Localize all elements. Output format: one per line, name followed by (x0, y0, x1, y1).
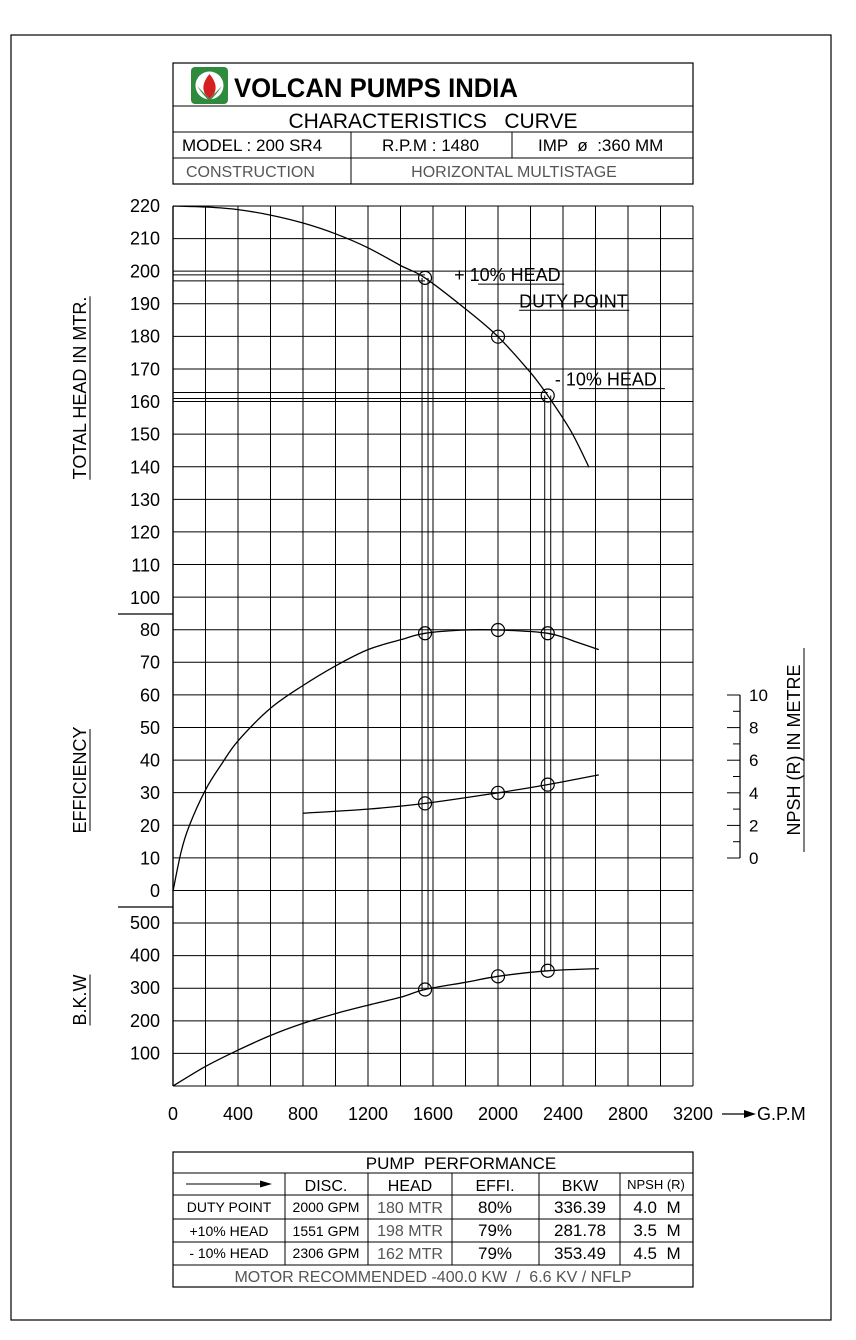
brand-name: VOLCAN PUMPS INDIA (234, 73, 518, 103)
y-tick-label-efficiency: 50 (139, 717, 160, 738)
construction-value: HORIZONTAL MULTISTAGE (411, 164, 617, 181)
y-tick-label-efficiency: 10 (139, 848, 160, 869)
y-tick-label-head: 120 (129, 522, 160, 543)
y-axis-title-bkw-text: B.K.W (70, 974, 90, 1026)
table-title: PUMP PERFORMANCE (365, 1154, 557, 1173)
row-duty-bkw: 336.39 (554, 1198, 606, 1217)
row-minus10-bkw: 353.49 (554, 1244, 606, 1263)
y-tick-label-efficiency: 0 (149, 881, 160, 901)
row-minus10-disc: 2306 GPM (292, 1245, 360, 1261)
col-header-effi: EFFI. (475, 1178, 515, 1195)
y-tick-label-head: 100 (129, 588, 160, 608)
impeller-diameter-label: IMP ø :360 MM (538, 136, 664, 155)
col-header-head: HEAD (387, 1178, 433, 1195)
y-axis-title-npsh-text: NPSH (R) IN METRE (784, 664, 804, 836)
x-tick-label: 2000 (477, 1104, 519, 1124)
y-axis-title-efficiency (70, 726, 90, 833)
chart-curves (173, 206, 599, 1086)
volcan-logo-icon (191, 67, 228, 104)
y-tick-label-efficiency: 40 (139, 750, 160, 771)
col-header-npsh: NPSH (R) (627, 1177, 685, 1192)
row-duty-label: DUTY POINT (186, 1199, 272, 1215)
x-tick-label: 1600 (412, 1104, 454, 1124)
y-tick-label-npsh: 6 (749, 751, 759, 771)
row-minus10-head: 162 MTR (377, 1246, 443, 1263)
bkw-curve (173, 969, 599, 1086)
head-annotation: - 10% HEAD (554, 369, 657, 390)
row-plus10-bkw: 281.78 (554, 1221, 606, 1240)
y-axis-title-head (70, 296, 90, 480)
y-axis-title-npsh (784, 648, 804, 852)
row-plus10-disc: 1551 GPM (292, 1223, 360, 1239)
y-tick-label-bkw: 300 (129, 978, 160, 999)
row-duty-npsh: 4.0 M (633, 1198, 681, 1217)
y-tick-label-npsh: 10 (749, 686, 768, 705)
chart-subtitle: CHARACTERISTICS CURVE (288, 110, 578, 133)
header-box (173, 63, 693, 184)
y-axis-title-efficiency-text: EFFICIENCY (70, 726, 90, 834)
y-tick-label-efficiency: 70 (139, 652, 160, 673)
row-plus10-head: 198 MTR (377, 1223, 443, 1240)
y-tick-label-npsh: 0 (749, 849, 759, 868)
model-label: MODEL : 200 SR4 (182, 136, 323, 155)
npsh-curve (303, 775, 599, 813)
row-plus10-label: +10% HEAD (189, 1223, 269, 1239)
y-axis-title-head-text: TOTAL HEAD IN MTR. (70, 296, 90, 480)
y-tick-label-npsh: 2 (749, 816, 759, 836)
row-duty-disc: 2000 GPM (292, 1199, 360, 1215)
x-tick-label: 2800 (607, 1104, 649, 1124)
x-tick-label: 1200 (347, 1104, 389, 1124)
y-tick-label-head: 220 (129, 196, 160, 216)
x-axis-label: G.P.M (757, 1104, 806, 1124)
y-tick-label-head: 160 (129, 392, 160, 412)
rpm-label: R.P.M : 1480 (382, 136, 480, 155)
motor-recommendation: MOTOR RECOMMENDED -400.0 KW / 6.6 KV / NFLP (234, 1269, 632, 1286)
y-tick-label-head: 190 (129, 294, 160, 314)
y-tick-label-head: 200 (129, 261, 160, 282)
x-tick-label: 2400 (542, 1104, 584, 1124)
chart-grid (173, 206, 693, 1086)
head-annotation: + 10% HEAD (454, 265, 561, 286)
y-tick-label-efficiency: 30 (139, 783, 160, 804)
construction-label: CONSTRUCTION (186, 164, 315, 181)
y-tick-label-head: 170 (129, 359, 160, 380)
head-annotation: DUTY POINT (519, 291, 628, 312)
x-tick-label: 3200 (672, 1104, 714, 1124)
row-minus10-npsh: 4.5 M (633, 1244, 681, 1263)
y-tick-label-bkw: 100 (129, 1043, 160, 1064)
arrow-icon (260, 1181, 272, 1188)
col-header-bkw: BKW (561, 1178, 599, 1195)
y-tick-label-bkw: 400 (129, 945, 160, 966)
y-tick-label-head: 180 (129, 326, 160, 347)
col-header-disc: DISC. (304, 1178, 348, 1195)
row-plus10-effi: 79% (477, 1221, 513, 1240)
y-tick-label-bkw: 200 (129, 1010, 160, 1031)
row-duty-effi: 80% (477, 1198, 513, 1217)
y-axis-title-bkw (70, 974, 90, 1025)
y-tick-label-npsh: 8 (749, 718, 759, 738)
y-tick-label-head: 110 (131, 555, 160, 576)
row-plus10-npsh: 3.5 M (633, 1221, 681, 1240)
y-tick-label-npsh: 4 (749, 783, 759, 803)
chart-labels (70, 196, 806, 1124)
y-tick-label-efficiency: 20 (139, 815, 160, 836)
pump-performance-table (173, 1152, 693, 1287)
x-tick-label: 400 (222, 1104, 254, 1124)
row-duty-head: 180 MTR (377, 1200, 443, 1217)
y-tick-label-head: 130 (129, 490, 160, 510)
y-tick-label-bkw: 500 (129, 913, 160, 933)
row-minus10-effi: 79% (477, 1244, 513, 1263)
arrow-icon (744, 1110, 756, 1118)
y-tick-label-head: 150 (129, 424, 160, 445)
y-tick-label-head: 140 (129, 457, 160, 478)
x-tick-label: 0 (167, 1104, 179, 1124)
row-minus10-label: - 10% HEAD (189, 1245, 269, 1261)
y-tick-label-efficiency: 80 (139, 620, 160, 640)
y-tick-label-head: 210 (129, 228, 160, 249)
y-tick-label-efficiency: 60 (139, 685, 160, 706)
x-tick-label: 800 (287, 1104, 319, 1124)
